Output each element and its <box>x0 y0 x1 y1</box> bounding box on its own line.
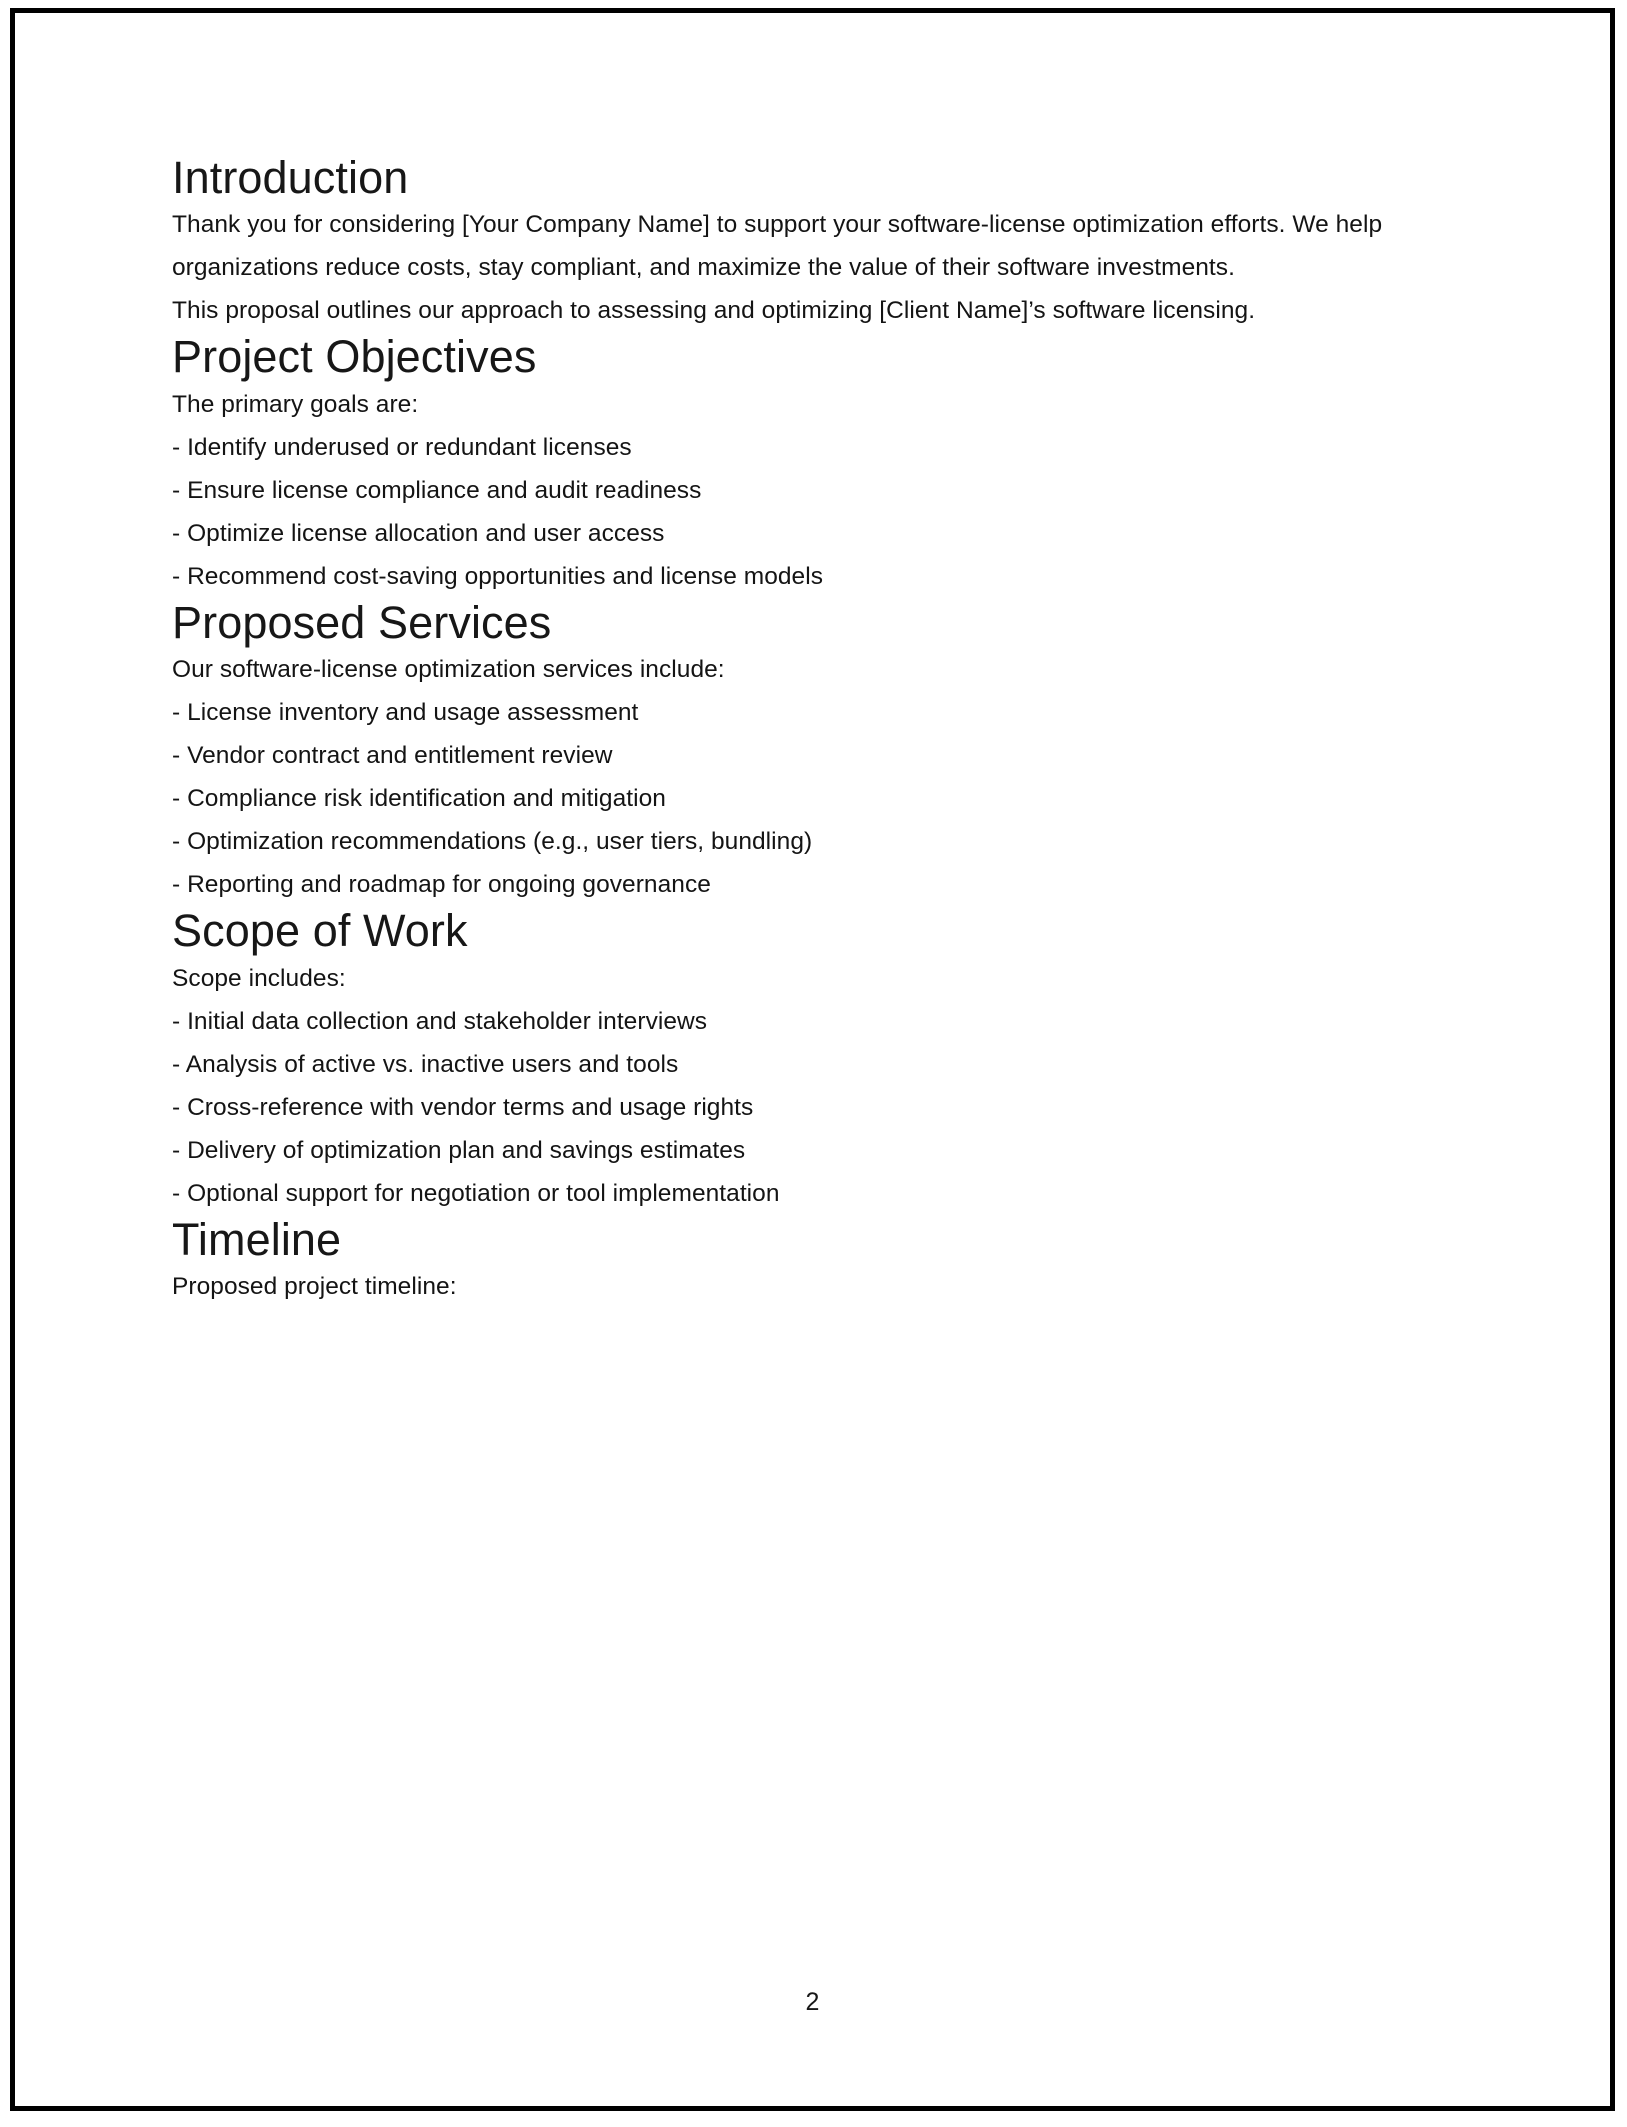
bullet-list-scope-of-work <box>172 1000 1472 1215</box>
section-timeline <box>172 1215 1472 1308</box>
paragraph-introduction-2: This proposal outlines our approach to assessing and optimizing [Client Name]’s software licensing. <box>172 297 1256 325</box>
lead-scope-of-work: Scope includes: <box>172 964 346 992</box>
list-item: - Identify underused or redundant licenses <box>172 433 632 461</box>
list-item: - Analysis of active vs. inactive users and tools <box>172 1050 679 1078</box>
bullet-list-project-objectives <box>172 426 1472 598</box>
section-project-objectives <box>172 332 1472 597</box>
list-item: - Delivery of optimization plan and savings estimates <box>172 1136 746 1164</box>
bullet-list-proposed-services <box>172 691 1472 906</box>
document-content <box>172 153 1472 1308</box>
list-item: - Optional support for negotiation or tool implementation <box>172 1179 780 1207</box>
heading-introduction: Introduction <box>172 152 409 203</box>
list-item: - License inventory and usage assessment <box>172 699 639 727</box>
paragraph-introduction-1: Thank you for considering [Your Company Name] to support your software-license optimization efforts. We help organizations reduce costs, stay compliant, and maximize the value of their software investments. <box>172 211 1383 282</box>
heading-scope-of-work: Scope of Work <box>172 905 468 957</box>
document-page-frame <box>10 8 1615 2111</box>
heading-project-objectives: Project Objectives <box>172 331 537 383</box>
list-item: - Recommend cost-saving opportunities and license models <box>172 562 824 590</box>
lead-proposed-services: Our software-license optimization services include: <box>172 656 725 684</box>
list-item: - Ensure license compliance and audit readiness <box>172 476 702 504</box>
heading-timeline: Timeline <box>172 1213 342 1265</box>
list-item: - Optimization recommendations (e.g., user tiers, bundling) <box>172 828 813 856</box>
list-item: - Reporting and roadmap for ongoing governance <box>172 871 711 899</box>
list-item: - Initial data collection and stakeholder interviews <box>172 1007 708 1035</box>
heading-proposed-services: Proposed Services <box>172 596 552 648</box>
lead-project-objectives: The primary goals are: <box>172 390 419 418</box>
page-number: 2 <box>805 1988 820 2016</box>
section-proposed-services <box>172 598 1472 906</box>
section-scope-of-work <box>172 906 1472 1214</box>
section-introduction <box>172 153 1472 332</box>
list-item: - Compliance risk identification and mitigation <box>172 785 666 813</box>
list-item: - Cross-reference with vendor terms and usage rights <box>172 1093 754 1121</box>
list-item: - Optimize license allocation and user access <box>172 519 665 547</box>
lead-timeline: Proposed project timeline: <box>172 1272 457 1300</box>
list-item: - Vendor contract and entitlement review <box>172 742 613 770</box>
